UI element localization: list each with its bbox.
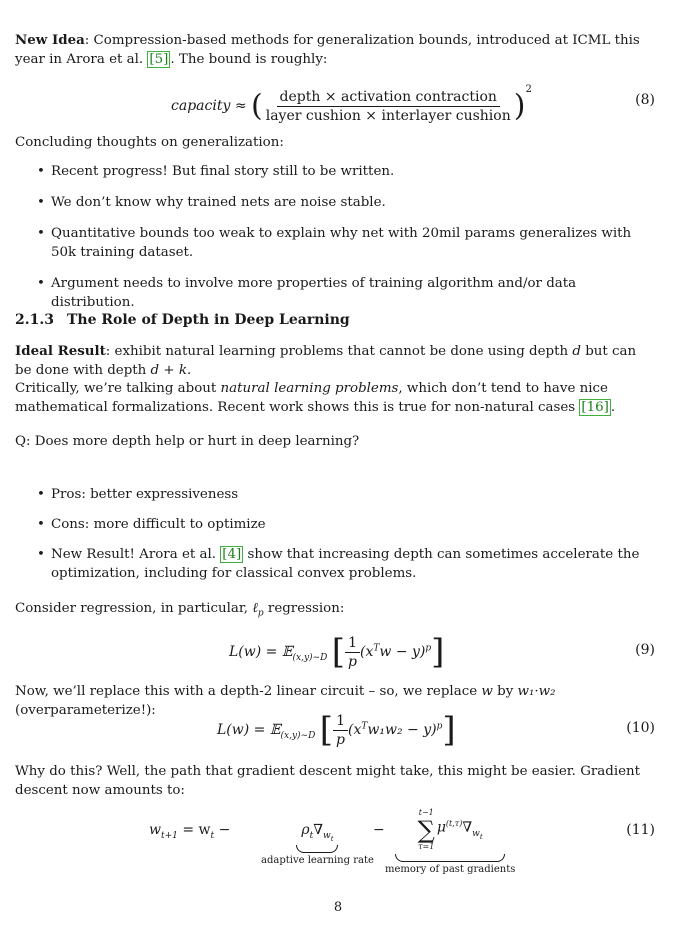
citation-link[interactable]: [4] <box>222 547 242 562</box>
equation-8: capacity ≈ ( $\frac{\text{depth × activation contraction}}{\text{layer cushion × interlayer cushion}}$ )$^2$ (8) <box>171 84 655 124</box>
underbrace-adaptive-learning-rate: $\rho_t\nabla_{w_t}$ adaptive learning rate <box>261 822 374 866</box>
lead-term: New Idea <box>15 32 85 48</box>
question: Q: Does more depth help or hurt in deep learning? <box>15 434 360 449</box>
list-item: • Cons: more difficult to optimize <box>15 515 655 534</box>
equation-10: L(w) = 𝔼$_{(x,y)\sim D}$ [ $\frac{1}{p}$ $(x^Tw_1w_2 - y)^p$] (10) <box>217 710 655 750</box>
equation-number: (9) <box>635 642 655 658</box>
list-item: • New Result! Arora et al. [4] show that increasing depth can sometimes accelerate the optimization, including for classical convex problems. <box>15 545 655 583</box>
bullet-list-generalization <box>15 162 655 312</box>
paragraph-why: Why do this? Well, the path that gradient descent might take, this might be easier. Gradient descent now amounts to: <box>15 764 641 798</box>
paragraph-ideal-result: Ideal Result: exhibit natural learning problems that cannot be done using depth d but can be done with depth d + k. <box>15 343 637 378</box>
list-item: • Argument needs to involve more properties of training algorithm and/or data distribution. <box>15 274 655 312</box>
equation-9: L(w) = 𝔼$_{(x,y)\sim D}$ [ $\frac{1}{p}$ $(x^Tw - y)^p$] (9) <box>229 632 655 672</box>
section-heading: 2.1.3 The Role of Depth in Deep Learning <box>15 312 350 328</box>
paragraph-replace: Now, we’ll replace this with a depth-2 linear circuit – so, we replace w by w₁·w₂ (overparameterize!): <box>15 684 556 718</box>
paragraph-critically: Critically, we’re talking about natural learning problems, which don’t tend to have nice mathematical formalizations. Recent work shows this is true for non-natural cases [16] . <box>15 381 616 415</box>
bullet-list-depth <box>15 485 655 583</box>
list-item: • Pros: better expressiveness <box>15 485 655 504</box>
citation-link[interactable]: [5] <box>149 52 169 67</box>
concluding-intro: Concluding thoughts on generalization: <box>15 135 284 150</box>
list-item: • Quantitative bounds too weak to explain why net with 20mil params generalizes with 50k training dataset. <box>15 224 655 262</box>
equation-number: (8) <box>635 92 655 108</box>
underbrace-memory-of-past-gradients: t−1 ∑ τ=1 $\mu^{(t,\tau)}\nabla_{w_t}$ memory of past gradients <box>385 808 516 875</box>
equation-11: $w_{t+1} = w_t$ − $\rho_t\nabla_{w_t}$ adaptive learning rate − t−1 ∑ τ=1 $\mu^{(t,\tau)}\nabla_{w_t}$ memory of past gradients (11) <box>149 808 655 875</box>
list-item: • We don’t know why trained nets are noise stable. <box>15 193 655 212</box>
equation-number: (11) <box>626 822 655 838</box>
paragraph-new-idea: New Idea: Compression-based methods for generalization bounds, introduced at ICML this year in Arora et al. [5] . The bound is roughly: <box>15 32 640 67</box>
citation-link[interactable]: [16] <box>581 400 609 415</box>
list-item: • Recent progress! But final story still to be written. <box>15 162 655 181</box>
paragraph-regression: Consider regression, in particular, ℓ$_p$ regression: <box>15 601 345 619</box>
page-number: 8 <box>333 900 343 915</box>
equation-number: (10) <box>626 720 655 736</box>
